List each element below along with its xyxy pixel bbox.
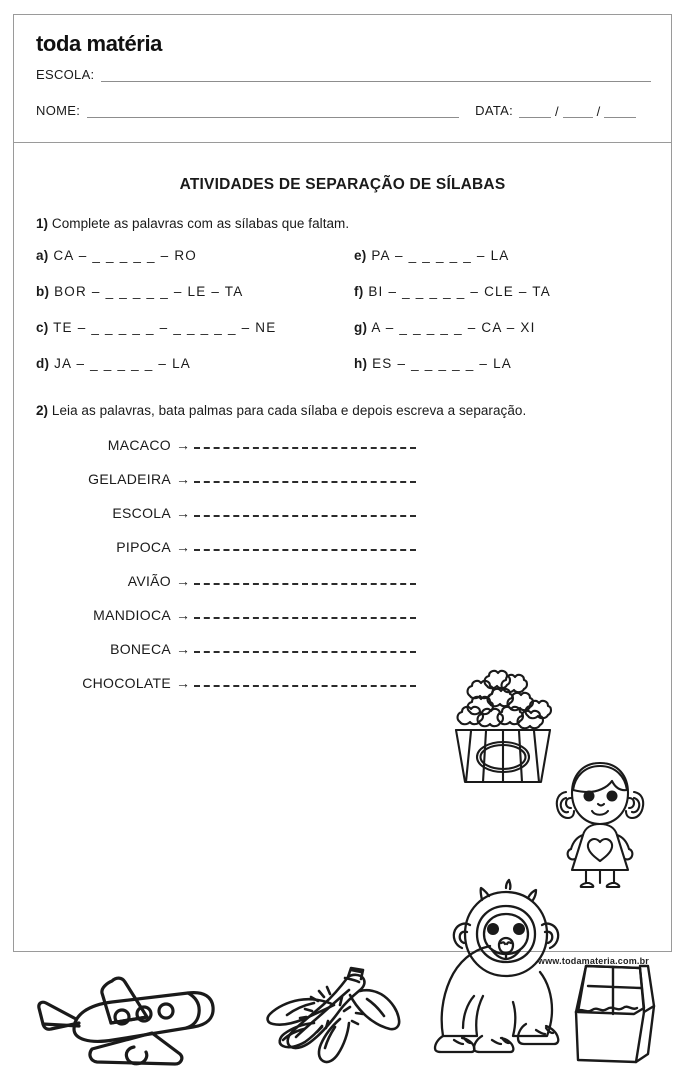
exercise-letter: f) [354, 284, 364, 299]
exercise-letter: b) [36, 284, 50, 299]
question-2-text: Leia as palavras, bata palmas para cada sílaba e depois escreva a separação. [48, 403, 527, 418]
data-day-input[interactable] [519, 106, 551, 118]
chocolate-foil-edge [576, 1007, 637, 1012]
worksheet-header [14, 15, 671, 143]
arrow-icon: → [176, 675, 190, 691]
exercise-letter: g) [354, 320, 368, 335]
exercise-letter: d) [36, 356, 50, 371]
exercise-text: CA – _ _ _ _ _ – RO [48, 248, 197, 263]
chocolate-bar-illustration [564, 954, 668, 1066]
data-month-input[interactable] [563, 106, 593, 118]
doll-body [568, 824, 633, 887]
word-label: CHOCOLATE [82, 675, 171, 691]
airplane-illustration [30, 959, 226, 1077]
nome-field-row [36, 103, 651, 118]
word-row-escola[interactable] [36, 504, 416, 538]
nome-input-line[interactable] [87, 106, 459, 118]
exercise-item-b[interactable] [36, 284, 354, 299]
word-label: PIPOCA [116, 539, 171, 555]
exercise-text: PA – _ _ _ _ _ – LA [366, 248, 510, 263]
worksheet-body [14, 176, 671, 984]
exercise-item-a[interactable] [36, 248, 354, 263]
word-row-pipoca[interactable] [36, 538, 416, 572]
cassava-roots [268, 975, 400, 1062]
data-year-input[interactable] [604, 106, 636, 118]
popcorn-bucket [456, 730, 550, 782]
exercise-item-c[interactable] [36, 320, 354, 335]
data-slash-2: / [596, 104, 601, 119]
answer-line[interactable] [194, 436, 416, 450]
answer-line[interactable] [194, 470, 416, 484]
popcorn-kernels [458, 671, 551, 728]
data-slash-1: / [554, 104, 559, 119]
question-2-prompt [36, 403, 649, 418]
question-1-text: Complete as palavras com as sílabas que faltam. [48, 216, 350, 231]
word-label: MACACO [107, 437, 171, 453]
arrow-icon: → [176, 641, 190, 657]
exercise-letter: h) [354, 356, 368, 371]
word-label: BONECA [110, 641, 171, 657]
nome-label: NOME: [36, 103, 81, 118]
monkey-illustration [430, 884, 572, 1056]
exercise-text: A – _ _ _ _ _ – CA – XI [367, 320, 536, 335]
word-row-boneca[interactable] [36, 640, 416, 674]
word-label: ESCOLA [112, 505, 171, 521]
escola-field-row [36, 67, 651, 82]
exercise-letter: a) [36, 248, 49, 263]
question-1-items [36, 248, 649, 371]
airplane-tail [39, 1002, 79, 1029]
answer-line[interactable] [194, 572, 416, 586]
word-row-aviao[interactable] [36, 572, 416, 606]
question-1-number: 1) [36, 216, 49, 231]
answer-line[interactable] [194, 674, 416, 688]
arrow-icon: → [176, 607, 190, 623]
exercise-text: JA – _ _ _ _ _ – LA [49, 356, 191, 371]
exercise-item-e[interactable] [354, 248, 649, 263]
arrow-icon: → [176, 437, 190, 453]
exercise-item-h[interactable] [354, 356, 649, 371]
arrow-icon: → [176, 505, 190, 521]
word-row-mandioca[interactable] [36, 606, 416, 640]
answer-line[interactable] [194, 538, 416, 552]
exercise-item-f[interactable] [354, 284, 649, 299]
exercise-text: ES – _ _ _ _ _ – LA [367, 356, 512, 371]
word-label: MANDIOCA [93, 607, 171, 623]
arrow-icon: → [176, 471, 190, 487]
answer-line[interactable] [194, 640, 416, 654]
exercise-item-d[interactable] [36, 356, 354, 371]
exercise-text: BI – _ _ _ _ _ – CLE – TA [363, 284, 551, 299]
word-row-geladeira[interactable] [36, 470, 416, 504]
word-label: GELADEIRA [88, 471, 171, 487]
cassava-stem [348, 968, 363, 979]
heart-icon [588, 839, 612, 861]
page-title: ATIVIDADES DE SEPARAÇÃO DE SÍLABAS [179, 176, 506, 193]
answer-line[interactable] [194, 504, 416, 518]
answer-line[interactable] [194, 606, 416, 620]
question-2-number: 2) [36, 403, 49, 418]
exercise-item-g[interactable] [354, 320, 649, 335]
escola-label: ESCOLA: [36, 67, 95, 82]
exercise-text: TE – _ _ _ _ _ – _ _ _ _ _ – NE [48, 320, 277, 335]
escola-input-line[interactable] [101, 70, 651, 82]
arrow-icon: → [176, 539, 190, 555]
word-row-chocolate[interactable] [36, 674, 416, 708]
cassava-illustration [252, 961, 402, 1067]
question-2-word-list [36, 436, 416, 708]
data-label: DATA: [475, 103, 513, 118]
doll-illustration [542, 754, 660, 888]
worksheet-page [13, 14, 672, 966]
arrow-icon: → [176, 573, 190, 589]
word-label: AVIÃO [127, 573, 171, 589]
airplane-wings [90, 978, 182, 1064]
word-row-macaco[interactable] [36, 436, 416, 470]
doll-head [566, 763, 634, 824]
exercise-letter: e) [354, 248, 367, 263]
exercise-letter: c) [36, 320, 49, 335]
question-1-prompt [36, 216, 649, 231]
footer-url[interactable]: www.todamateria.com.br [537, 956, 649, 966]
airplane-engine [126, 1047, 146, 1064]
exercise-text: BOR – _ _ _ _ _ – LE – TA [49, 284, 244, 299]
brand-logo: toda matéria [36, 31, 163, 56]
